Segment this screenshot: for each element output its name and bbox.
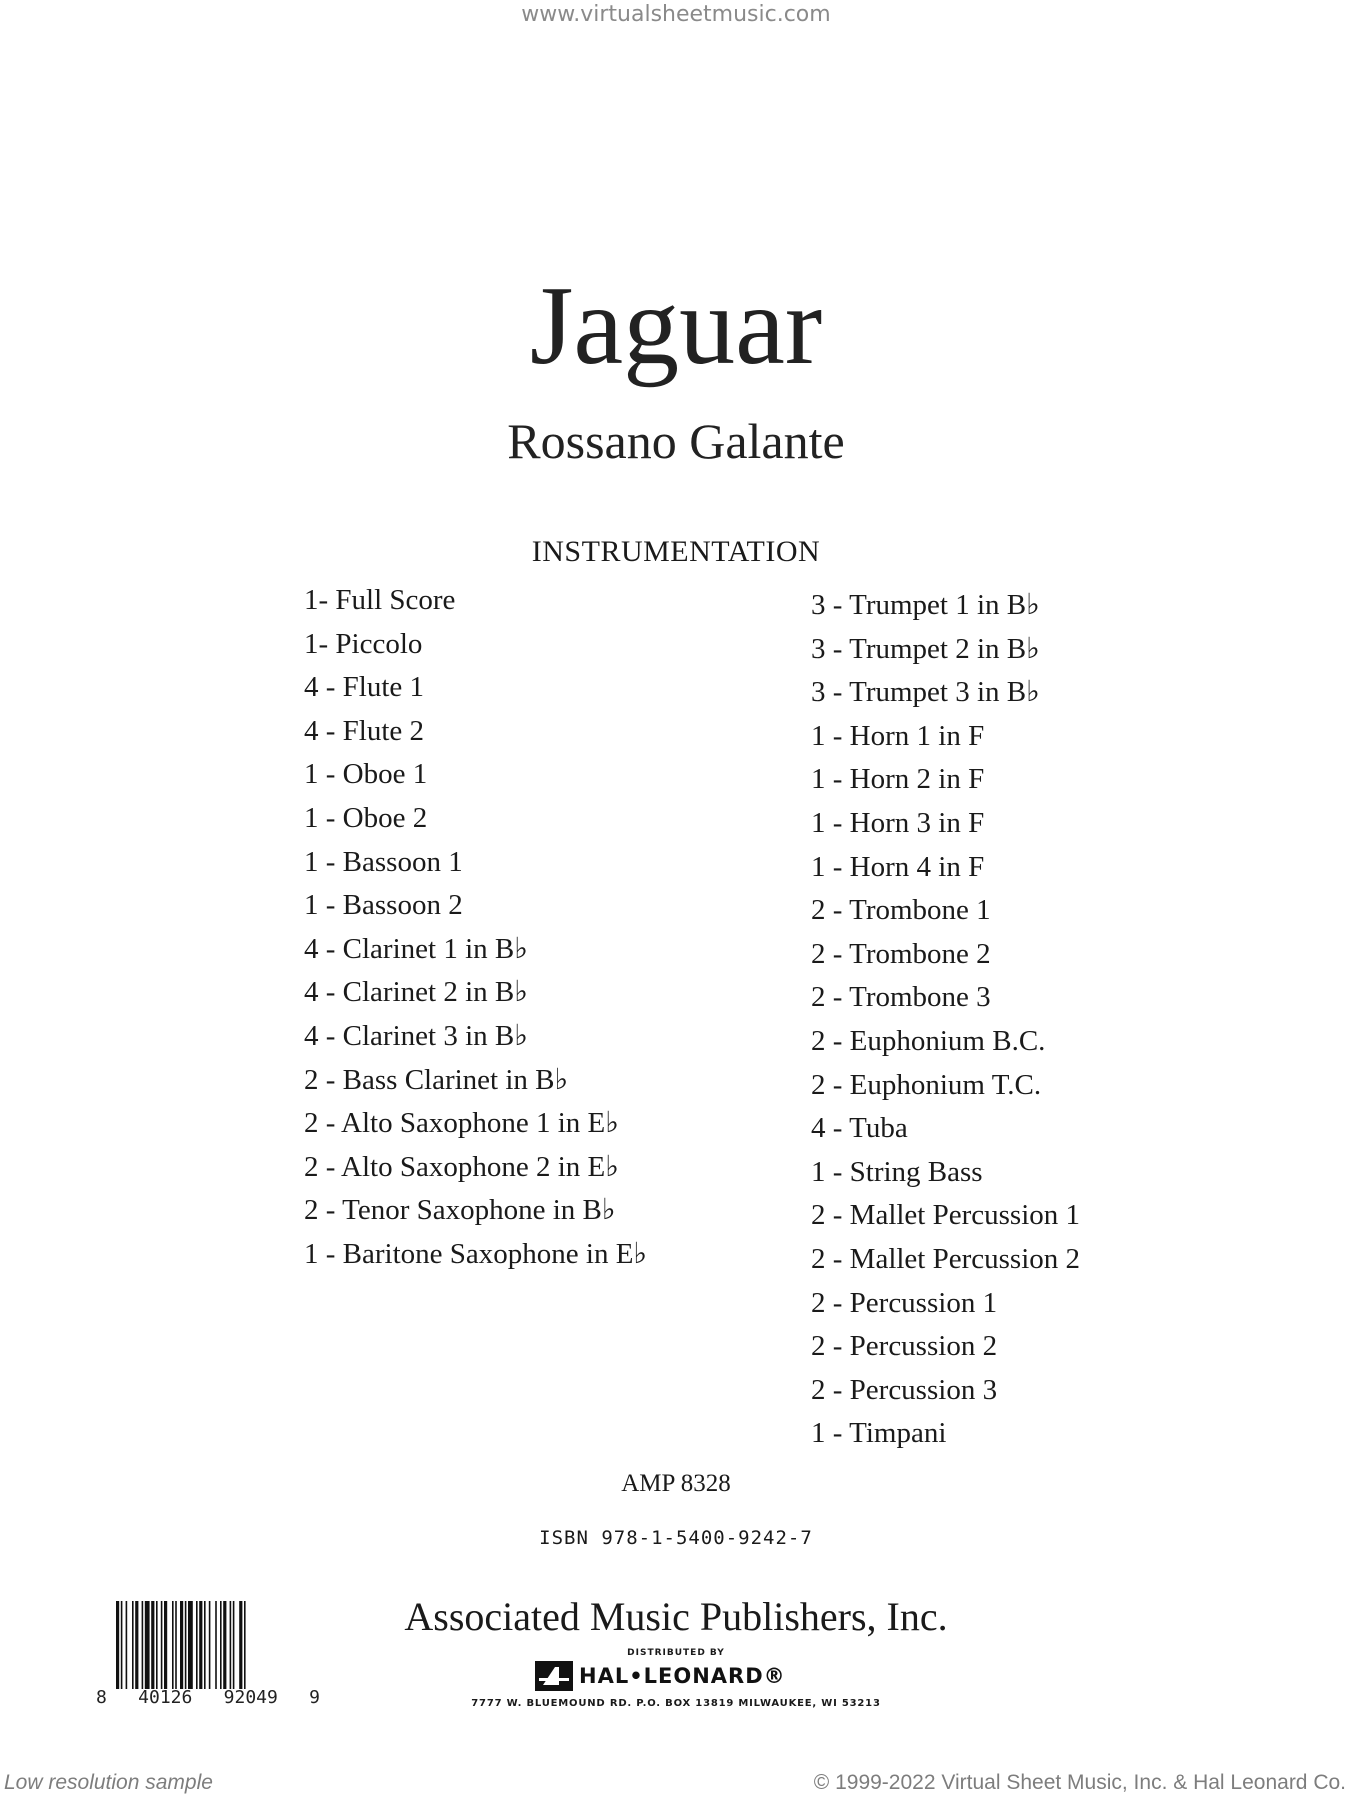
instrument-item: 1 - String Bass: [811, 1155, 983, 1188]
instrument-item: 2 - Alto Saxophone 2 in E♭: [304, 1150, 619, 1183]
instrument-item: 1 - Timpani: [811, 1417, 947, 1450]
instrument-item: 2 - Euphonium B.C.: [811, 1024, 1046, 1057]
instrument-item: 2 - Percussion 1: [811, 1286, 998, 1319]
instrument-item: 4 - Flute 2: [304, 714, 425, 747]
instrument-item: 1 - Bassoon 1: [304, 845, 463, 878]
instrument-item: 2 - Percussion 2: [811, 1330, 998, 1363]
instrument-item: 4 - Tuba: [811, 1112, 908, 1145]
barcode-digit-group: 40126: [138, 1687, 193, 1708]
low-resolution-note: Low resolution sample: [4, 1771, 213, 1794]
barcode-digit-group: 8: [96, 1687, 107, 1708]
instrument-item: 2 - Mallet Percussion 2: [811, 1242, 1081, 1275]
instrument-item: 1 - Oboe 2: [304, 801, 428, 834]
instrument-item: 3 - Trumpet 3 in B♭: [811, 676, 1040, 709]
instrument-item: 1 - Horn 3 in F: [811, 806, 985, 839]
composer-name: Rossano Galante: [507, 413, 845, 469]
instrument-item: 3 - Trumpet 1 in B♭: [811, 589, 1040, 621]
instrument-item: 4 - Clarinet 2 in B♭: [304, 976, 528, 1009]
distributed-by-label: DISTRIBUTED BY: [627, 1648, 725, 1658]
instrument-item: 1 - Horn 1 in F: [811, 719, 985, 752]
instrumentation-heading: INSTRUMENTATION: [531, 535, 821, 568]
instrument-item: 4 - Clarinet 3 in B♭: [304, 1019, 528, 1052]
distributor-name: HAL•LEONARD®: [579, 1664, 786, 1688]
instrument-item: 1 - Bassoon 2: [304, 889, 463, 922]
instrument-item: 1- Piccolo: [304, 627, 423, 660]
instrumentation-right-column: [811, 584, 1080, 1456]
hal-leonard-emblem-icon: [535, 1661, 573, 1691]
publisher-name: Associated Music Publishers, Inc.: [404, 1594, 948, 1639]
instrument-item: 1- Full Score: [304, 584, 456, 616]
hal-leonard-logo: [535, 1660, 786, 1692]
instrument-item: 2 - Alto Saxophone 1 in E♭: [304, 1107, 619, 1140]
copyright-notice: © 1999-2022 Virtual Sheet Music, Inc. & Hal Leonard Co.: [813, 1771, 1346, 1794]
instrument-item: 1 - Baritone Saxophone in E♭: [304, 1237, 648, 1270]
instrument-item: 2 - Bass Clarinet in B♭: [304, 1063, 569, 1096]
barcode-digit-group: 92049: [223, 1687, 278, 1708]
instrument-item: 2 - Percussion 3: [811, 1373, 998, 1406]
instrument-item: 1 - Horn 4 in F: [811, 850, 985, 883]
instrument-item: 1 - Horn 2 in F: [811, 763, 985, 796]
instrument-item: 2 - Tenor Saxophone in B♭: [304, 1194, 616, 1227]
instrument-item: 3 - Trumpet 2 in B♭: [811, 632, 1040, 665]
catalog-number: AMP 8328: [621, 1470, 731, 1497]
instrument-item: 2 - Euphonium T.C.: [811, 1068, 1042, 1101]
instrument-item: 2 - Trombone 3: [811, 981, 991, 1014]
instrument-item: 2 - Trombone 2: [811, 937, 991, 970]
isbn-number: ISBN 978-1-5400-9242-7: [539, 1527, 813, 1549]
instrument-item: 2 - Trombone 1: [811, 894, 991, 927]
site-url-link[interactable]: www.virtualsheetmusic.com: [521, 2, 831, 27]
barcode-digit-group: 9: [309, 1687, 320, 1708]
instrumentation-left-column: [304, 579, 647, 1277]
piece-title: Jaguar: [529, 264, 823, 388]
instrument-item: 4 - Flute 1: [304, 671, 425, 704]
instrument-item: 1 - Oboe 1: [304, 758, 428, 791]
instrument-item: 4 - Clarinet 1 in B♭: [304, 932, 528, 965]
instrument-item: 2 - Mallet Percussion 1: [811, 1199, 1081, 1232]
distributor-address: 7777 W. BLUEMOUND RD. P.O. BOX 13819 MILWAUKEE, WI 53213: [471, 1698, 881, 1709]
